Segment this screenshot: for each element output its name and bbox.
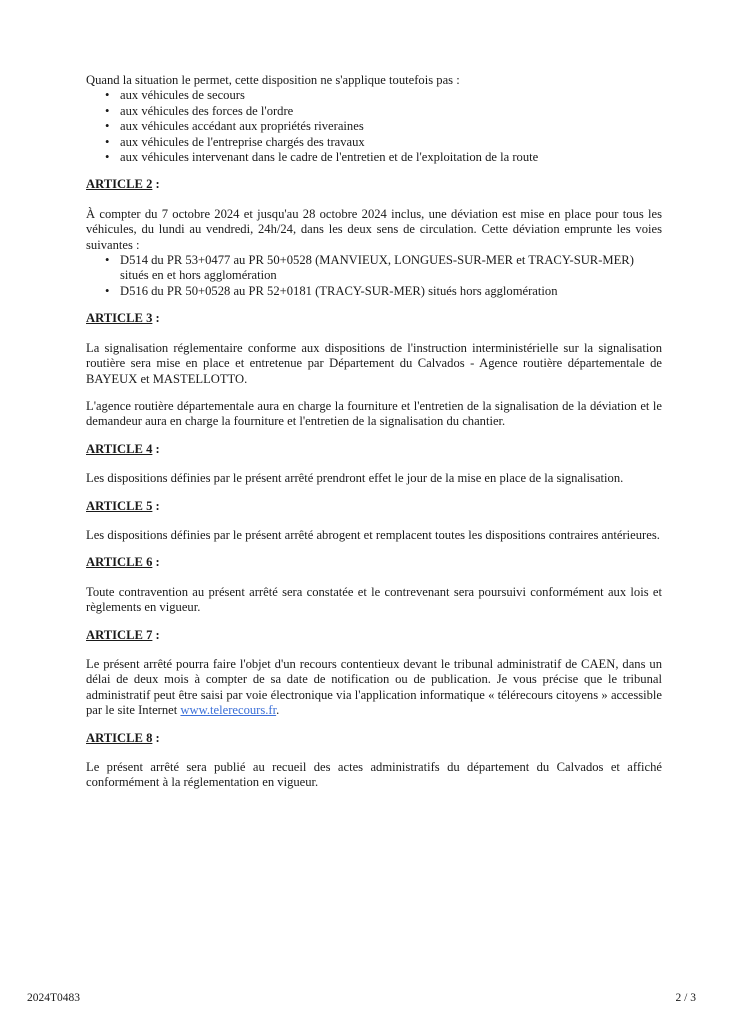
- article-7-heading: [86, 628, 662, 643]
- heading-colon: :: [152, 177, 160, 192]
- article-7-end: .: [276, 703, 280, 718]
- heading-colon: :: [152, 555, 160, 570]
- intro-list: [86, 88, 662, 165]
- heading-colon: :: [152, 498, 160, 513]
- list-item: • D514 du PR 53+0477 au PR 50+0528 (MANVIEUX, LONGUES-SUR-MER et TRACY-SUR-MER) situés en et hors agglomération: [120, 253, 662, 284]
- article-7-title: ARTICLE 7: [86, 627, 153, 642]
- document-body: [86, 73, 662, 791]
- article-8-title: ARTICLE 8: [86, 730, 153, 745]
- article-6-text: Toute contravention au présent arrêté sera constatée et le contrevenant sera poursuivi conformément aux lois et règlements en vigueur.: [86, 584, 662, 615]
- article-6-heading: [86, 555, 662, 570]
- article-4-title: ARTICLE 4: [86, 441, 153, 456]
- article-6-title: ARTICLE 6: [86, 555, 153, 570]
- heading-colon: :: [152, 627, 160, 642]
- article-4-text: Les dispositions définies par le présent arrêté prendront effet le jour de la mise en place de la signalisation.: [86, 471, 624, 486]
- list-item: • aux véhicules intervenant dans le cadre de l'entretien et de l'exploitation de la route: [120, 150, 662, 165]
- article-3-paragraph-2: L'agence routière départementale aura en charge la fourniture et l'entretien de la signalisation de la déviation et le demandeur aura en charge la fourniture et l'entretien de la signalisation du chantier.: [86, 398, 662, 429]
- telerecours-link[interactable]: www.telerecours.fr: [180, 703, 277, 718]
- article-8-text: Le présent arrêté sera publié au recueil des actes administratifs du département du Calvados et affiché conformément à la réglementation en vigueur.: [86, 760, 662, 790]
- article-7-text: [86, 657, 662, 719]
- list-item: • aux véhicules accédant aux propriétés riveraines: [120, 119, 662, 134]
- intro-text: Quand la situation le permet, cette disposition ne s'applique toutefois pas :: [86, 73, 460, 87]
- article-3-paragraph-1: La signalisation réglementaire conforme aux dispositions de l'instruction interministérielle sur la signalisation routière sera mise en place et entretenue par Département du Calvados - Agence routière départementale de BAYEUX et MASTELLOTTO.: [86, 340, 662, 386]
- heading-colon: :: [152, 730, 160, 745]
- article-5-title: ARTICLE 5: [86, 498, 153, 513]
- document-reference: 2024T0483: [27, 992, 81, 1004]
- article-8-heading: [86, 731, 662, 746]
- article-4-heading: [86, 442, 662, 457]
- article-2-title: ARTICLE 2: [86, 177, 153, 192]
- list-item: • aux véhicules des forces de l'ordre: [120, 104, 662, 119]
- article-2-list: [86, 253, 662, 299]
- list-item: • D516 du PR 50+0528 au PR 52+0181 (TRACY-SUR-MER) situés hors agglomération: [120, 284, 662, 299]
- article-2-text: À compter du 7 octobre 2024 et jusqu'au 28 octobre 2024 inclus, une déviation est mise en place pour tous les véhicules, du lundi au vendredi, 24h/24, dans les deux sens de circulation. Cette déviation emprunte les voies suivantes :: [86, 206, 662, 252]
- list-item: • aux véhicules de l'entreprise chargés des travaux: [120, 135, 662, 150]
- article-3-title: ARTICLE 3: [86, 311, 153, 326]
- page-number: 2 / 3: [675, 992, 696, 1004]
- heading-colon: :: [152, 311, 160, 326]
- article-3-heading: [86, 311, 662, 326]
- article-5-text: Les dispositions définies par le présent arrêté abrogent et remplacent toutes les dispositions contraires antérieures.: [86, 527, 660, 542]
- list-item: • aux véhicules de secours: [120, 88, 662, 103]
- article-2-heading: [86, 177, 662, 192]
- heading-colon: :: [152, 441, 160, 456]
- article-5-heading: [86, 499, 662, 514]
- article-7-body: Le présent arrêté pourra faire l'objet d'un recours contentieux devant le tribunal administratif de CAEN, dans un délai de deux mois à compter de sa date de notification ou de publication. Je vous précise que le tribunal administratif peut être saisi par voie électronique via l'application informatique « télérecours citoyens » accessible par le site Internet: [86, 656, 662, 718]
